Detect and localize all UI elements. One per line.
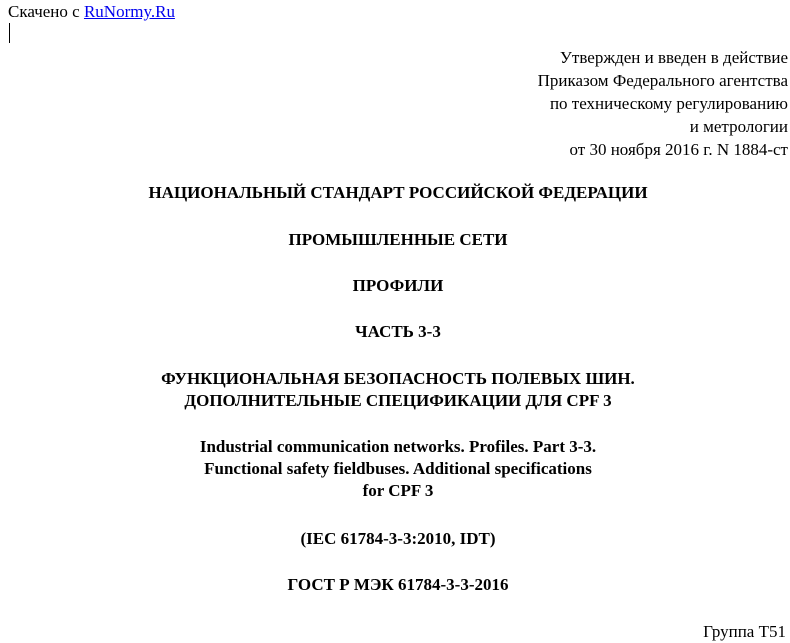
english-line-3: for CPF 3 — [362, 481, 434, 500]
gost-number: ГОСТ Р МЭК 61784-3-3-2016 — [287, 575, 509, 594]
approval-line-3: по техническому регулированию — [549, 94, 788, 113]
approval-line-1: Утвержден и введен в действие — [559, 48, 788, 67]
text-cursor — [9, 23, 10, 43]
approval-block — [538, 46, 788, 161]
approval-line-5: от 30 ноября 2016 г. N 1884-ст — [569, 140, 788, 159]
industrial-networks-heading: ПРОМЫШЛЕННЫЕ СЕТИ — [288, 230, 508, 249]
approval-line-2: Приказом Федерального агентства — [537, 71, 788, 90]
english-title — [0, 436, 790, 502]
national-standard-heading: НАЦИОНАЛЬНЫЙ СТАНДАРТ РОССИЙСКОЙ ФЕДЕРАЦИИ — [148, 183, 648, 202]
functional-line-2: ДОПОЛНИТЕЛЬНЫЕ СПЕЦИФИКАЦИИ ДЛЯ CPF 3 — [184, 391, 612, 410]
group-label: Группа Т51 — [703, 622, 786, 641]
iec-reference: (IEC 61784-3-3:2010, IDT) — [300, 529, 496, 548]
functional-line-1: ФУНКЦИОНАЛЬНАЯ БЕЗОПАСНОСТЬ ПОЛЕВЫХ ШИН. — [161, 369, 635, 388]
english-line-2: Functional safety fieldbuses. Additional specifications — [204, 459, 592, 478]
english-line-1: Industrial communication networks. Profiles. Part 3-3. — [199, 437, 597, 456]
part-heading: ЧАСТЬ 3-3 — [355, 322, 441, 341]
source-line — [8, 2, 175, 22]
functional-safety-heading — [0, 368, 790, 412]
source-prefix: Скачено с — [8, 2, 84, 21]
runormy-link[interactable]: RuNormy.Ru — [83, 2, 175, 21]
profiles-heading: ПРОФИЛИ — [352, 276, 444, 295]
approval-line-4: и метрологии — [689, 117, 788, 136]
